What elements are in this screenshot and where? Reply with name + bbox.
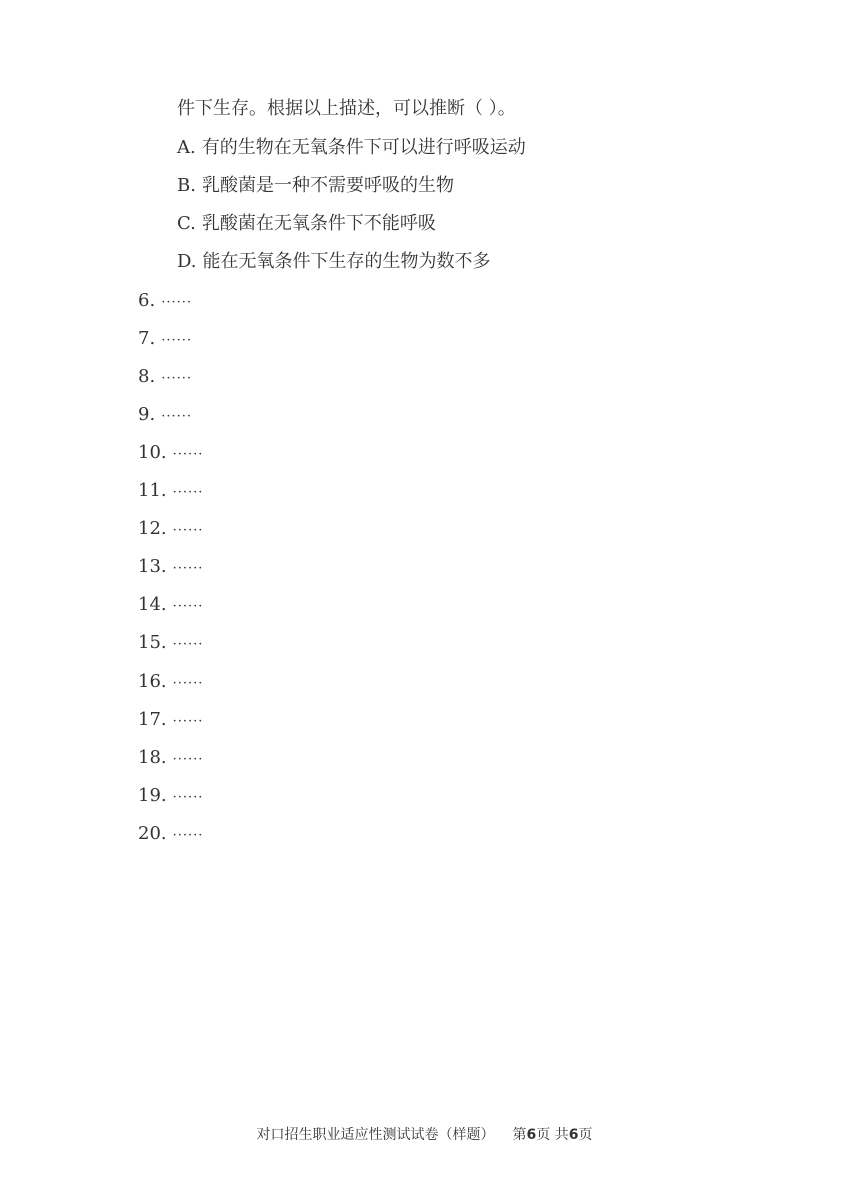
question-ellipsis: ······ <box>172 485 204 500</box>
question-ellipsis: ······ <box>161 409 192 424</box>
question-ellipsis: ······ <box>172 752 204 767</box>
question-item <box>138 517 203 543</box>
page-total: 6 <box>568 1127 579 1143</box>
question-item <box>138 403 192 429</box>
question-item <box>138 555 203 581</box>
question-item <box>138 746 203 772</box>
question-item <box>138 784 203 810</box>
option-key: B. <box>177 175 196 196</box>
question-number: 17. <box>138 709 167 730</box>
question-item <box>138 289 192 315</box>
question-number: 9. <box>138 404 156 425</box>
option-key: D. <box>177 251 197 272</box>
question-item <box>138 365 192 391</box>
question-ellipsis: ······ <box>161 295 192 310</box>
question-ellipsis: ······ <box>172 523 204 538</box>
option-text: 能在无氧条件下生存的生物为数不多 <box>202 251 491 272</box>
question-number: 11. <box>138 480 167 501</box>
question-ellipsis: ······ <box>172 828 204 843</box>
question-item <box>138 327 192 353</box>
question-ellipsis: ······ <box>172 790 204 805</box>
option-c <box>177 212 436 236</box>
question-ellipsis: ······ <box>161 371 192 386</box>
question-number: 19. <box>138 785 167 806</box>
option-key: A. <box>177 137 196 158</box>
question-item <box>138 593 203 619</box>
question-item <box>138 670 203 696</box>
question-number: 18. <box>138 747 167 768</box>
question-number: 15. <box>138 632 167 653</box>
question-number: 10. <box>138 442 167 463</box>
question-item <box>138 822 203 848</box>
question-number: 13. <box>138 556 167 577</box>
page-suffix: 页 <box>578 1127 593 1143</box>
option-text: 乳酸菌在无氧条件下不能呼吸 <box>201 213 436 234</box>
question-ellipsis: ······ <box>172 599 204 614</box>
option-a <box>177 136 526 160</box>
question-ellipsis: ······ <box>172 637 204 652</box>
question-number: 20. <box>138 823 167 844</box>
option-text: 有的生物在无氧条件下可以进行呼吸运动 <box>201 137 526 158</box>
question-ellipsis: ······ <box>172 561 204 576</box>
question-number: 7. <box>138 328 156 349</box>
option-b <box>177 174 454 198</box>
question-number: 12. <box>138 518 167 539</box>
question-item <box>138 708 203 734</box>
option-d <box>177 250 491 274</box>
exam-title: 对口招生职业适应性测试试卷（样题） <box>256 1127 495 1143</box>
question-ellipsis: ······ <box>161 333 192 348</box>
page-footer <box>0 1125 849 1145</box>
question-ellipsis: ······ <box>172 714 204 729</box>
question-number: 8. <box>138 366 156 387</box>
question-number: 6. <box>138 290 156 311</box>
question-item <box>138 631 203 657</box>
option-text: 乳酸菌是一种不需要呼吸的生物 <box>201 175 454 196</box>
question-item <box>138 441 203 467</box>
page-current: 6 <box>526 1127 537 1143</box>
question-number: 14. <box>138 594 167 615</box>
question-tail <box>177 97 516 121</box>
question-tail-text: 件下生存。根据以上描述，可以推断（ ）。 <box>177 98 516 119</box>
page-prefix: 第 <box>512 1127 527 1143</box>
page-mid: 页 共 <box>536 1127 569 1143</box>
question-ellipsis: ······ <box>172 676 204 691</box>
question-ellipsis: ······ <box>172 447 204 462</box>
option-key: C. <box>177 213 196 234</box>
question-item <box>138 479 203 505</box>
question-number: 16. <box>138 671 167 692</box>
